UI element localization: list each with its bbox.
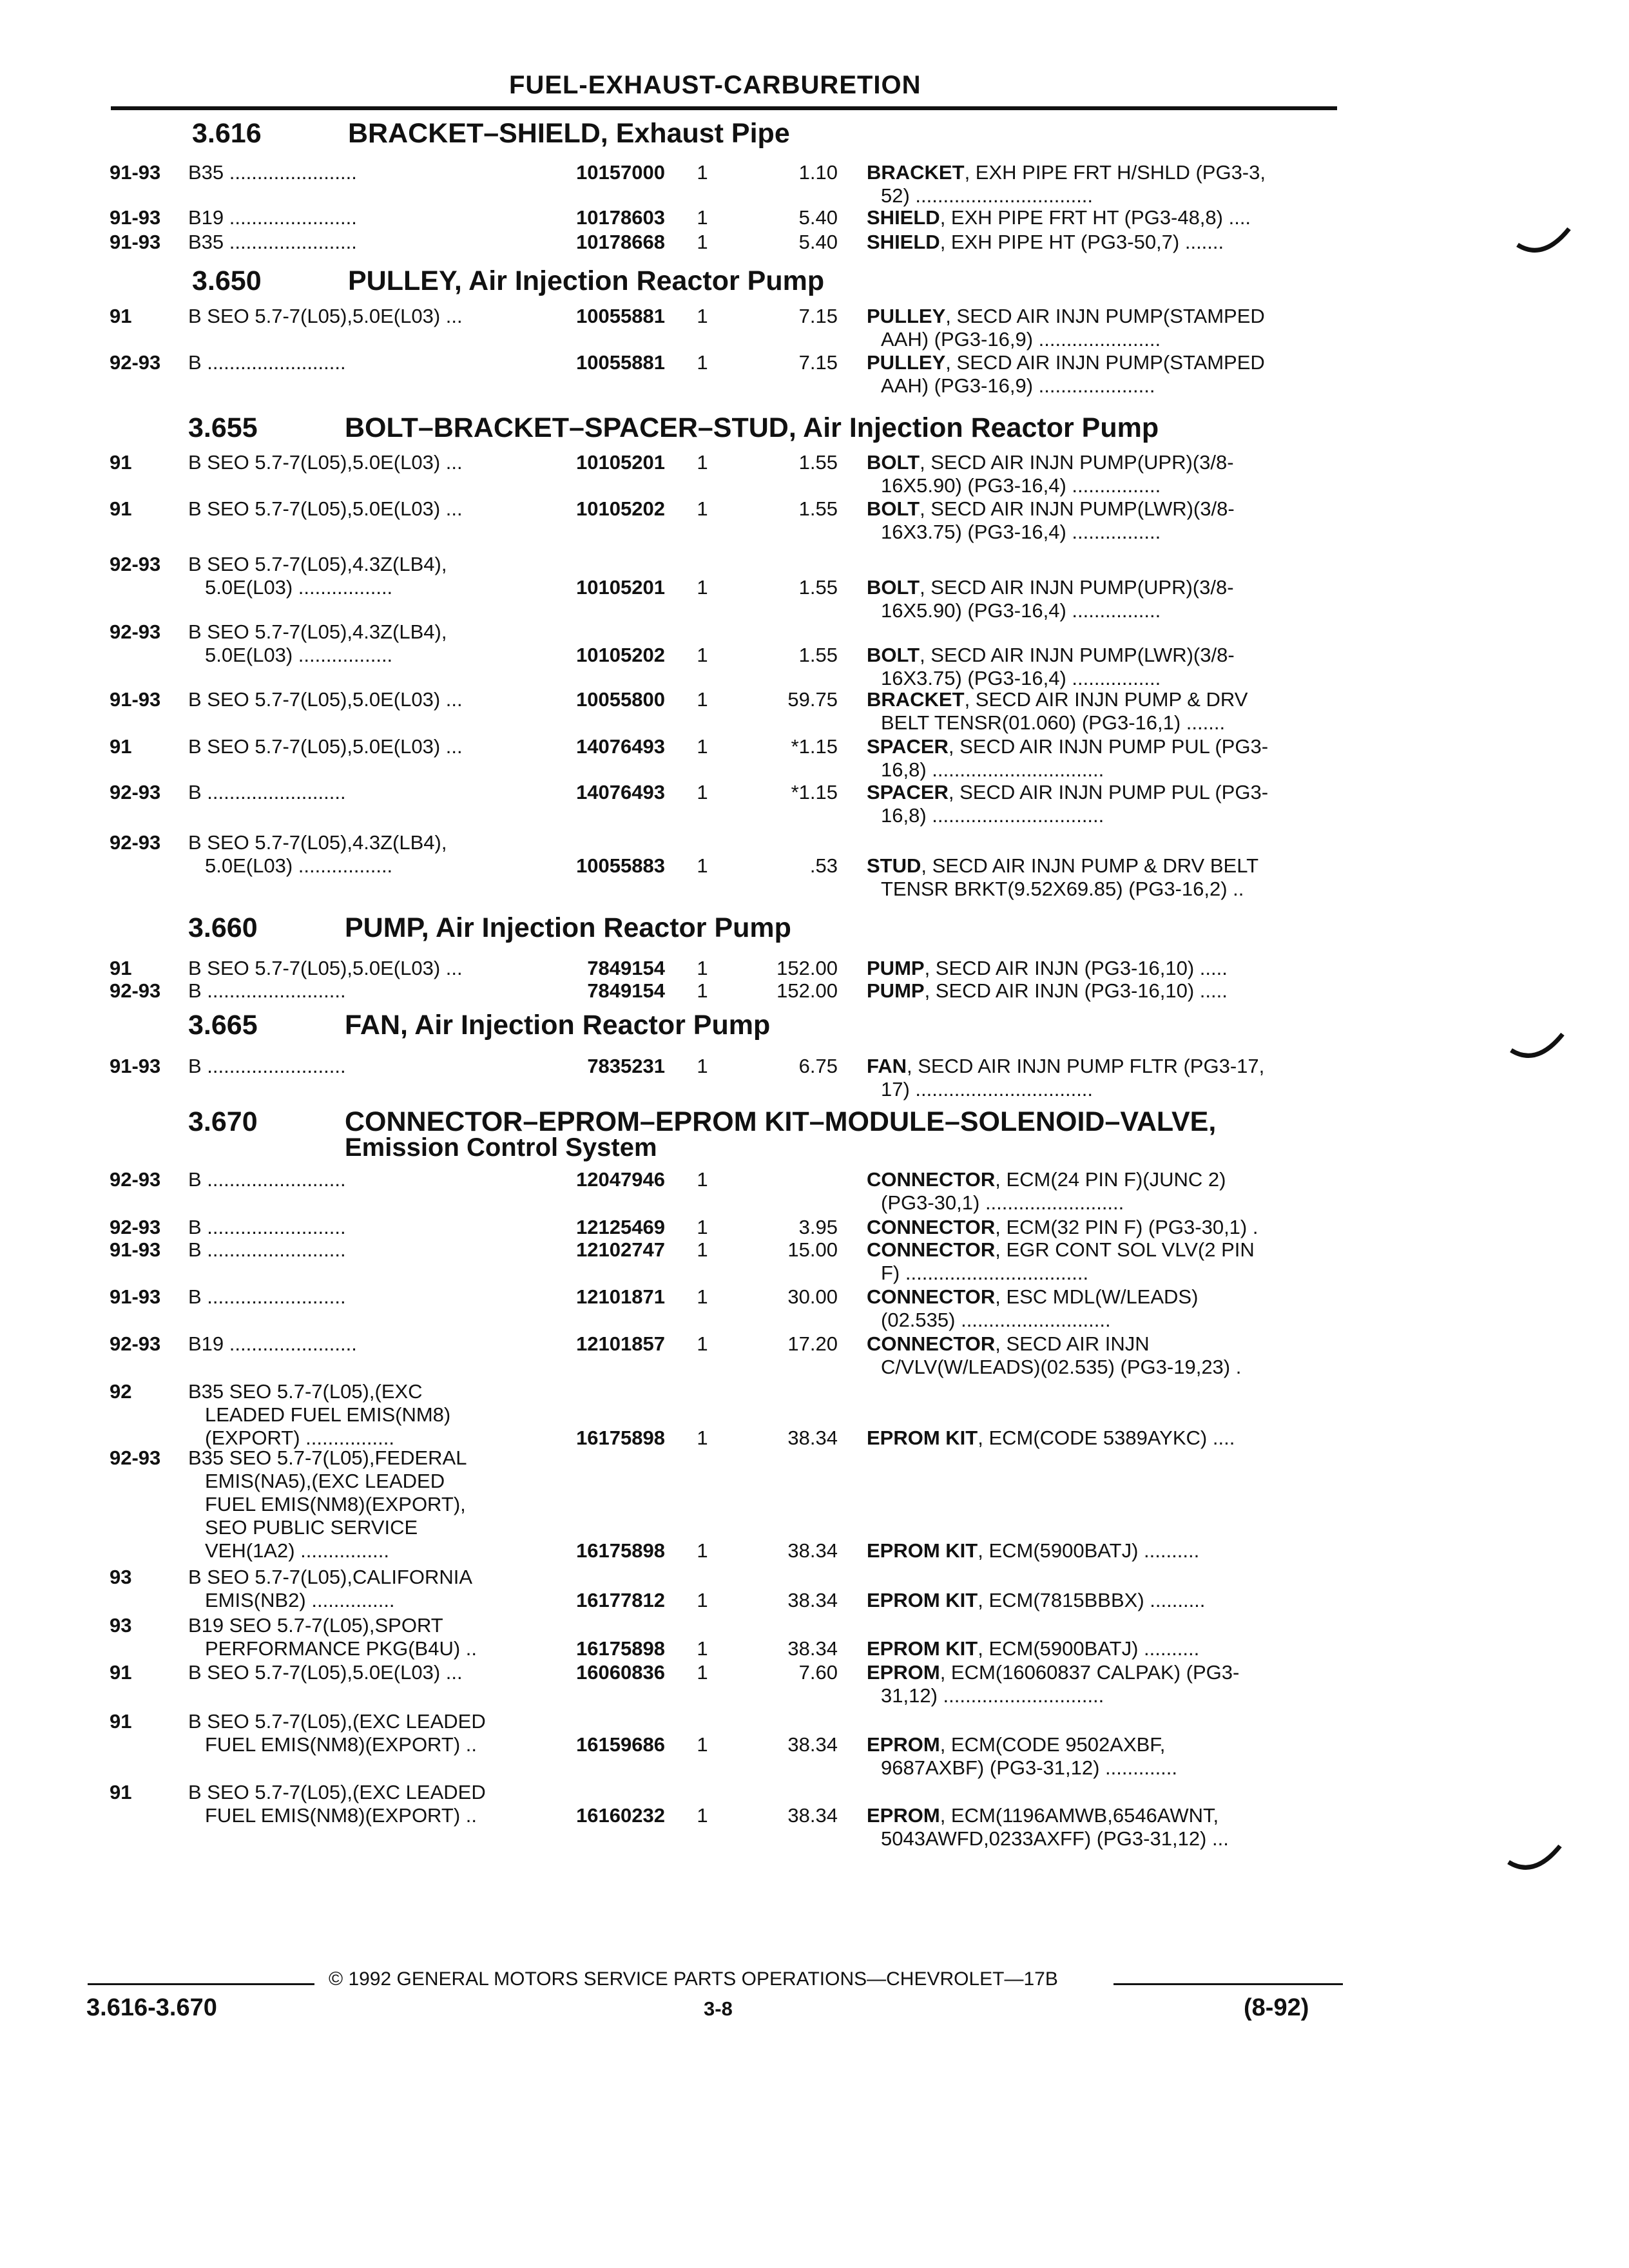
model-years: 91-93 [110,1055,161,1077]
price: 30.00 [787,1285,838,1308]
part-name: CONNECTOR [867,1216,996,1238]
price: 152.00 [776,979,838,1002]
model-years: 91-93 [110,1238,161,1261]
application-text: B ......................... [188,1168,346,1191]
part-description: AAH) (PG3-16,9) ...................... [881,328,1161,351]
part-description: 17) ................................ [881,1078,1094,1100]
quantity: 1 [697,351,708,374]
model-years: 91 [110,1781,132,1803]
application-text: LEADED FUEL EMIS(NM8) [205,1403,451,1426]
part-description: 16X5.90) (PG3-16,4) ................ [881,599,1161,622]
section-title: BOLT–BRACKET–SPACER–STUD, Air Injection Reactor Pump [345,412,1159,443]
application-text: FUEL EMIS(NM8)(EXPORT) .. [205,1733,477,1756]
part-description: AAH) (PG3-16,9) ..................... [881,374,1155,397]
part-number: 12101857 [576,1332,665,1355]
part-description: BOLT, SECD AIR INJN PUMP(LWR)(3/8- [867,644,1235,666]
model-years: 91 [110,451,132,474]
part-number: 10055881 [576,351,665,374]
section-title: PUMP, Air Injection Reactor Pump [345,912,791,943]
part-name: SHIELD [867,206,940,229]
part-description: BOLT, SECD AIR INJN PUMP(UPR)(3/8- [867,451,1234,474]
application-text: B SEO 5.7-7(L05),4.3Z(LB4), [188,831,447,854]
part-number: 16177812 [576,1589,665,1611]
price: 6.75 [798,1055,838,1077]
part-description: TENSR BRKT(9.52X69.85) (PG3-16,2) .. [881,878,1244,900]
price: 1.55 [798,497,838,520]
part-description: 9687AXBF) (PG3-31,12) ............. [881,1756,1178,1779]
quantity: 1 [697,781,708,803]
part-description: CONNECTOR, ECM(24 PIN F)(JUNC 2) [867,1168,1226,1191]
application-text: B ......................... [188,1216,346,1238]
model-years: 92-93 [110,781,161,803]
application-text: 5.0E(L03) ................. [205,854,393,877]
part-name: BOLT [867,497,920,520]
price: 1.10 [798,161,838,184]
part-number: 12125469 [576,1216,665,1238]
application-text: (EXPORT) ................ [205,1427,394,1449]
section-number: 3.665 [188,1010,258,1041]
part-number: 12047946 [576,1168,665,1191]
part-number: 10178668 [576,231,665,253]
section-subtitle: Emission Control System [345,1133,657,1162]
application-text: B ......................... [188,1285,346,1308]
price: 7.60 [798,1661,838,1684]
application-text: B SEO 5.7-7(L05),5.0E(L03) ... [188,305,463,327]
part-name: STUD [867,854,921,877]
part-name: FAN [867,1055,907,1077]
model-years: 92-93 [110,1446,161,1469]
part-description: SHIELD, EXH PIPE FRT HT (PG3-48,8) .... [867,206,1251,229]
model-years: 91 [110,305,132,327]
part-name: EPROM KIT [867,1589,978,1611]
part-description: 52) ................................ [881,184,1094,207]
application-text: B SEO 5.7-7(L05),5.0E(L03) ... [188,497,463,520]
price: 7.15 [798,305,838,327]
page-number: 3-8 [704,1997,733,2020]
quantity: 1 [697,1661,708,1684]
model-years: 92-93 [110,979,161,1002]
part-description: C/VLV(W/LEADS)(02.535) (PG3-19,23) . [881,1356,1242,1378]
quantity: 1 [697,1589,708,1611]
quantity: 1 [697,305,708,327]
part-name: BOLT [867,576,920,599]
part-description: FAN, SECD AIR INJN PUMP FLTR (PG3-17, [867,1055,1265,1077]
quantity: 1 [697,161,708,184]
quantity: 1 [697,735,708,758]
part-name: SPACER [867,735,949,758]
part-description: EPROM KIT, ECM(5900BATJ) .......... [867,1539,1200,1562]
part-name: BRACKET [867,161,965,184]
part-description: SPACER, SECD AIR INJN PUMP PUL (PG3- [867,781,1269,803]
part-name: SPACER [867,781,949,803]
footer-rule-right [1113,1983,1343,1985]
model-years: 92 [110,1380,132,1403]
application-text: FUEL EMIS(NM8)(EXPORT) .. [205,1804,477,1827]
part-description: 16X3.75) (PG3-16,4) ................ [881,521,1161,543]
application-text: B35 SEO 5.7-7(L05),FEDERAL [188,1446,467,1469]
application-text: B SEO 5.7-7(L05),4.3Z(LB4), [188,553,447,575]
part-number: 16175898 [576,1539,665,1562]
price: 38.34 [787,1637,838,1660]
part-number: 14076493 [576,735,665,758]
section-number: 3.660 [188,912,258,943]
application-text: B SEO 5.7-7(L05),CALIFORNIA [188,1566,473,1588]
part-number: 10178603 [576,206,665,229]
quantity: 1 [697,1427,708,1449]
part-description: EPROM KIT, ECM(CODE 5389AYKC) .... [867,1427,1235,1449]
quantity: 1 [697,1168,708,1191]
application-text: 5.0E(L03) ................. [205,644,393,666]
quantity: 1 [697,1216,708,1238]
model-years: 91-93 [110,161,161,184]
application-text: B35 SEO 5.7-7(L05),(EXC [188,1380,423,1403]
application-text: SEO PUBLIC SERVICE [205,1516,418,1539]
part-description: F) ................................. [881,1262,1089,1284]
model-years: 91 [110,1710,132,1733]
section-number: 3.650 [192,265,262,296]
section-number: 3.616 [192,118,262,149]
part-description: STUD, SECD AIR INJN PUMP & DRV BELT [867,854,1259,877]
price: 38.34 [787,1589,838,1611]
part-description: 16X3.75) (PG3-16,4) ................ [881,667,1161,689]
section-title: CONNECTOR–EPROM–EPROM KIT–MODULE–SOLENOID–VALVE, [345,1106,1217,1137]
header-rule [111,106,1337,110]
model-years: 91 [110,735,132,758]
section-title: BRACKET–SHIELD, Exhaust Pipe [348,118,790,149]
section-number: 3.670 [188,1106,258,1137]
price: 38.34 [787,1539,838,1562]
application-text: B SEO 5.7-7(L05),5.0E(L03) ... [188,735,463,758]
quantity: 1 [697,451,708,474]
price: 38.34 [787,1804,838,1827]
application-text: EMIS(NB2) ............... [205,1589,395,1611]
application-text: B ......................... [188,1055,346,1077]
quantity: 1 [697,1804,708,1827]
part-name: EPROM [867,1661,940,1684]
part-number: 10055800 [576,688,665,711]
price: 3.95 [798,1216,838,1238]
part-description: CONNECTOR, ESC MDL(W/LEADS) [867,1285,1199,1308]
quantity: 1 [697,957,708,979]
quantity: 1 [697,644,708,666]
part-description: BOLT, SECD AIR INJN PUMP(LWR)(3/8- [867,497,1235,520]
section-title: FAN, Air Injection Reactor Pump [345,1010,771,1041]
application-text: FUEL EMIS(NM8)(EXPORT), [205,1493,466,1515]
part-number: 16060836 [576,1661,665,1684]
part-number: 16159686 [576,1733,665,1756]
part-description: PUMP, SECD AIR INJN (PG3-16,10) ..... [867,957,1228,979]
part-description: 16X5.90) (PG3-16,4) ................ [881,474,1161,497]
model-years: 91 [110,1661,132,1684]
application-text: B ......................... [188,1238,346,1261]
model-years: 91 [110,957,132,979]
application-text: B ......................... [188,781,346,803]
price: 1.55 [798,576,838,599]
part-name: SHIELD [867,231,940,253]
part-description: CONNECTOR, SECD AIR INJN [867,1332,1150,1355]
part-description: BRACKET, SECD AIR INJN PUMP & DRV [867,688,1248,711]
part-number: 10105202 [576,497,665,520]
part-number: 7849154 [587,957,665,979]
price: *1.15 [791,781,838,803]
part-description: (PG3-30,1) ......................... [881,1191,1124,1214]
model-years: 93 [110,1614,132,1637]
part-description: EPROM KIT, ECM(5900BATJ) .......... [867,1637,1200,1660]
part-description: (02.535) ........................... [881,1309,1111,1331]
copyright-notice: © 1992 GENERAL MOTORS SERVICE PARTS OPERATIONS—CHEVROLET—17B [329,1968,1058,1990]
quantity: 1 [697,206,708,229]
price: 38.34 [787,1427,838,1449]
application-text: PERFORMANCE PKG(B4U) .. [205,1637,477,1660]
part-name: CONNECTOR [867,1238,996,1261]
page-title: FUEL-EXHAUST-CARBURETION [509,71,921,99]
quantity: 1 [697,979,708,1002]
quantity: 1 [697,688,708,711]
part-description: PUMP, SECD AIR INJN (PG3-16,10) ..... [867,979,1228,1002]
part-description: 16,8) ............................... [881,804,1104,827]
quantity: 1 [697,1332,708,1355]
part-description: CONNECTOR, ECM(32 PIN F) (PG3-30,1) . [867,1216,1258,1238]
part-description: EPROM, ECM(CODE 9502AXBF, [867,1733,1166,1756]
model-years: 92-93 [110,1332,161,1355]
part-name: BRACKET [867,688,965,711]
price: 152.00 [776,957,838,979]
part-description: 5043AWFD,0233AXFF) (PG3-31,12) ... [881,1827,1229,1850]
quantity: 1 [697,1637,708,1660]
part-name: PULLEY [867,351,946,374]
price: 38.34 [787,1733,838,1756]
binder-mark-icon [1514,226,1572,258]
price: 7.15 [798,351,838,374]
application-text: B19 SEO 5.7-7(L05),SPORT [188,1614,443,1637]
binder-mark-icon [1505,1843,1563,1875]
quantity: 1 [697,576,708,599]
part-description: SPACER, SECD AIR INJN PUMP PUL (PG3- [867,735,1269,758]
quantity: 1 [697,497,708,520]
revision-date: (8-92) [1244,1994,1309,2021]
quantity: 1 [697,854,708,877]
part-name: PUMP [867,979,925,1002]
part-description: 16,8) ............................... [881,758,1104,781]
part-description: PULLEY, SECD AIR INJN PUMP(STAMPED [867,305,1265,327]
application-text: B ......................... [188,351,346,374]
quantity: 1 [697,1285,708,1308]
price: 59.75 [787,688,838,711]
application-text: B SEO 5.7-7(L05),5.0E(L03) ... [188,688,463,711]
price: .53 [809,854,838,877]
part-name: CONNECTOR [867,1285,996,1308]
application-text: B ......................... [188,979,346,1002]
model-years: 92-93 [110,1216,161,1238]
part-number: 12101871 [576,1285,665,1308]
quantity: 1 [697,1055,708,1077]
model-years: 92-93 [110,620,161,643]
binder-mark-icon [1508,1031,1566,1063]
application-text: B19 ....................... [188,1332,357,1355]
quantity: 1 [697,1539,708,1562]
part-number: 10105202 [576,644,665,666]
application-text: B SEO 5.7-7(L05),5.0E(L03) ... [188,451,463,474]
application-text: B SEO 5.7-7(L05),(EXC LEADED [188,1781,486,1803]
part-number: 10157000 [576,161,665,184]
application-text: B19 ....................... [188,206,357,229]
part-number: 10055883 [576,854,665,877]
quantity: 1 [697,1733,708,1756]
model-years: 92-93 [110,831,161,854]
application-text: VEH(1A2) ................ [205,1539,389,1562]
model-years: 91-93 [110,688,161,711]
section-title: PULLEY, Air Injection Reactor Pump [348,265,825,296]
application-text: EMIS(NA5),(EXC LEADED [205,1470,445,1492]
part-number: 7849154 [587,979,665,1002]
section-number: 3.655 [188,412,258,443]
price: 1.55 [798,644,838,666]
part-number: 14076493 [576,781,665,803]
application-text: B SEO 5.7-7(L05),4.3Z(LB4), [188,620,447,643]
quantity: 1 [697,1238,708,1261]
part-description: EPROM KIT, ECM(7815BBBX) .......... [867,1589,1206,1611]
application-text: 5.0E(L03) ................. [205,576,393,599]
model-years: 91 [110,497,132,520]
part-description: CONNECTOR, EGR CONT SOL VLV(2 PIN [867,1238,1255,1261]
part-number: 16175898 [576,1427,665,1449]
part-name: BOLT [867,451,920,474]
quantity: 1 [697,231,708,253]
part-number: 10105201 [576,451,665,474]
part-name: CONNECTOR [867,1332,996,1355]
part-number: 12102747 [576,1238,665,1261]
section-range: 3.616-3.670 [86,1994,217,2021]
part-number: 7835231 [587,1055,665,1077]
model-years: 91-93 [110,1285,161,1308]
part-name: EPROM KIT [867,1539,978,1562]
model-years: 92-93 [110,553,161,575]
application-text: B SEO 5.7-7(L05),5.0E(L03) ... [188,1661,463,1684]
price: *1.15 [791,735,838,758]
part-description: SHIELD, EXH PIPE HT (PG3-50,7) ....... [867,231,1224,253]
price: 17.20 [787,1332,838,1355]
application-text: B35 ....................... [188,231,357,253]
price: 15.00 [787,1238,838,1261]
footer-rule-left [88,1983,314,1985]
part-description: EPROM, ECM(1196AMWB,6546AWNT, [867,1804,1219,1827]
part-number: 10105201 [576,576,665,599]
part-description: PULLEY, SECD AIR INJN PUMP(STAMPED [867,351,1265,374]
application-text: B SEO 5.7-7(L05),(EXC LEADED [188,1710,486,1733]
part-number: 16175898 [576,1637,665,1660]
part-description: BRACKET, EXH PIPE FRT H/SHLD (PG3-3, [867,161,1266,184]
application-text: B SEO 5.7-7(L05),5.0E(L03) ... [188,957,463,979]
part-name: BOLT [867,644,920,666]
model-years: 91-93 [110,206,161,229]
price: 5.40 [798,206,838,229]
model-years: 91-93 [110,231,161,253]
application-text: B35 ....................... [188,161,357,184]
part-description: BOLT, SECD AIR INJN PUMP(UPR)(3/8- [867,576,1234,599]
model-years: 93 [110,1566,132,1588]
part-name: PULLEY [867,305,946,327]
part-description: EPROM, ECM(16060837 CALPAK) (PG3- [867,1661,1240,1684]
part-name: EPROM KIT [867,1637,978,1660]
part-name: PUMP [867,957,925,979]
part-name: EPROM [867,1804,940,1827]
part-name: EPROM KIT [867,1427,978,1449]
model-years: 92-93 [110,351,161,374]
price: 5.40 [798,231,838,253]
part-number: 10055881 [576,305,665,327]
part-number: 16160232 [576,1804,665,1827]
part-name: CONNECTOR [867,1168,996,1191]
part-description: BELT TENSR(01.060) (PG3-16,1) ....... [881,711,1226,734]
model-years: 92-93 [110,1168,161,1191]
price: 1.55 [798,451,838,474]
part-name: EPROM [867,1733,940,1756]
part-description: 31,12) ............................. [881,1684,1104,1707]
